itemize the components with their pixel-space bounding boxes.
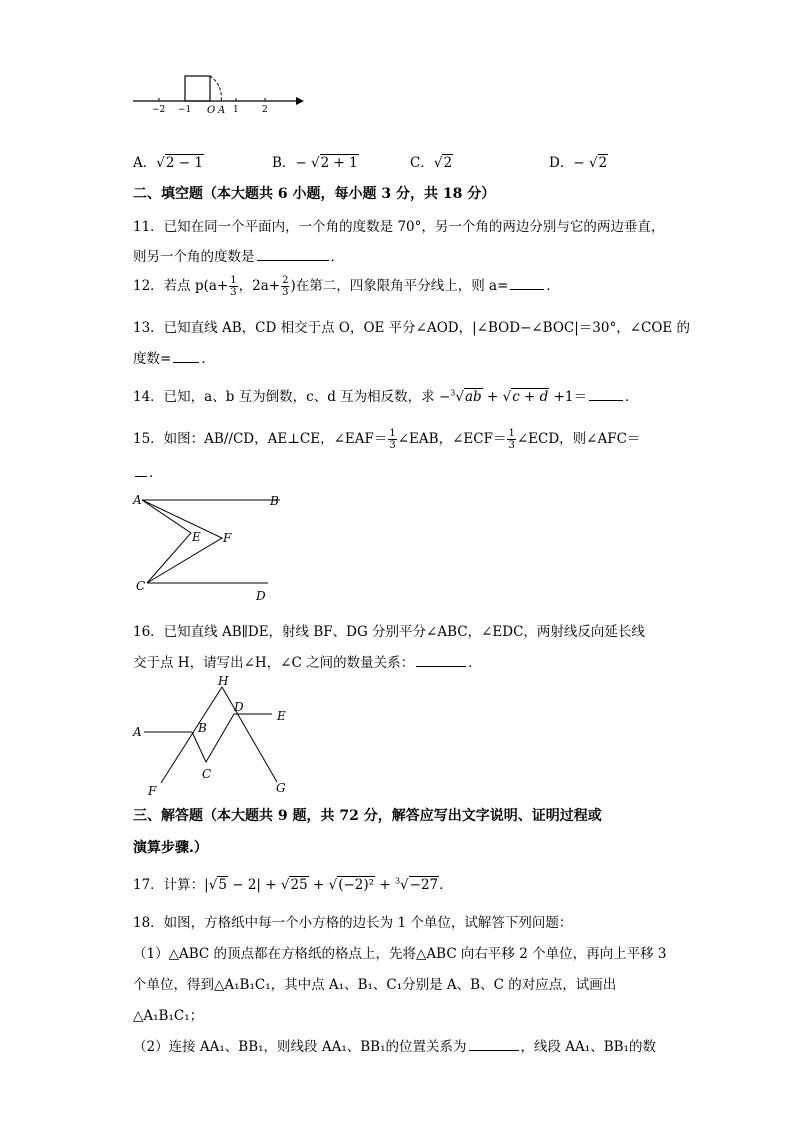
label-h: H [218,674,229,688]
q12: 12．若点 p(a+ $\frac{1}{3}$ ，2a+ $\frac{2}{3}$ )在第二，四象限角平分线上，则 a= ． [133,275,560,298]
label-f: F [223,531,232,545]
tick-point-a: A [218,105,226,116]
section3-title-line1: 三、解答题（本大题共 9 题，共 72 分，解答应写出文字说明、证明过程或 [133,808,602,824]
figure-15 [130,488,290,606]
number-line-figure [128,70,308,118]
tick-origin: O [207,105,216,116]
q16-line2: 交于点 H，请写出∠H，∠C 之间的数量关系： ． [133,655,482,671]
option-c: C．√2 [410,155,453,171]
label-c: C [202,767,212,781]
section3-title-line2: 演算步骤.） [133,840,208,856]
label-e: E [277,709,286,723]
label-f: F [148,784,157,798]
label-b: B [270,494,279,508]
q18-line3: 个单位，得到△A₁B₁C₁，其中点 A₁、B₁、C₁分别是 A、B、C 的对应点，试画出 [133,977,617,993]
label-d: D [256,589,266,603]
tick-minus1: −1 [178,105,192,115]
label-a: A [133,493,142,507]
tick-1: 1 [233,105,239,115]
label-b: B [198,721,207,735]
q18-line2: （1）△ABC 的顶点都在方格纸的格点上，先将△ABC 向右平移 2 个单位，再向上平移 3 [133,946,667,962]
q11-line2: 则另一个角的度数是 ． [133,249,344,265]
q13-line2: 度数= ． [133,351,215,367]
arc [210,76,221,101]
figure-16 [130,670,300,798]
label-c: C [136,579,146,593]
label-a: A [133,725,142,739]
q17: 17．计算：|√5 − 2| + √25 + √(−2)² + $^3$√−27． [133,876,453,893]
q13-line1: 13．已知直线 AB，CD 相交于点 O，OE 平分∠AOD，|∠BOD−∠BOC|＝30°，∠COE 的 [133,320,691,336]
q11-line1: 11．已知在同一个平面内，一个角的度数是 70°，另一个角的两边分别与它的两边垂直， [133,219,665,235]
q18-line1: 18．如图，方格纸中每一个小方格的边长为 1 个单位，试解答下列问题： [133,915,573,931]
q14: 14．已知，a、b 互为倒数，c、d 互为相反数，求 −$^3$√ab + √c + d +1＝ ． [133,388,639,405]
label-e: E [192,530,201,544]
q16-line1: 16．已知直线 AB∥DE，射线 BF、DG 分别平分∠ABC，∠EDC，两射线反向延长线 [133,624,645,640]
tick-2: 2 [262,105,268,115]
option-d: D．− √2 [549,155,608,171]
q18-line5: （2）连接 AA₁、BB₁，则线段 AA₁、BB₁的位置关系为 ，线段 AA₁、BB₁的数 [133,1039,656,1055]
q15: 15．如图：AB//CD，AE⊥CE，∠EAF＝ $\frac{1}{3}$ ∠EAB，∠ECF＝ $\frac{1}{3}$ ∠ECD，则∠AFC＝ [133,428,641,451]
label-g: G [276,781,286,795]
unit-square [185,76,210,101]
option-a: A．√2 − 1 [133,155,203,171]
q15-line2: ． [133,461,163,481]
option-b: B．− √2 + 1 [272,155,358,171]
q18-line4: △A₁B₁C₁； [133,1008,204,1024]
section2-title: 二、填空题（本大题共 6 小题，每小题 3 分，共 18 分） [133,186,496,202]
tick-minus2: −2 [152,105,166,115]
label-d: D [234,700,244,714]
